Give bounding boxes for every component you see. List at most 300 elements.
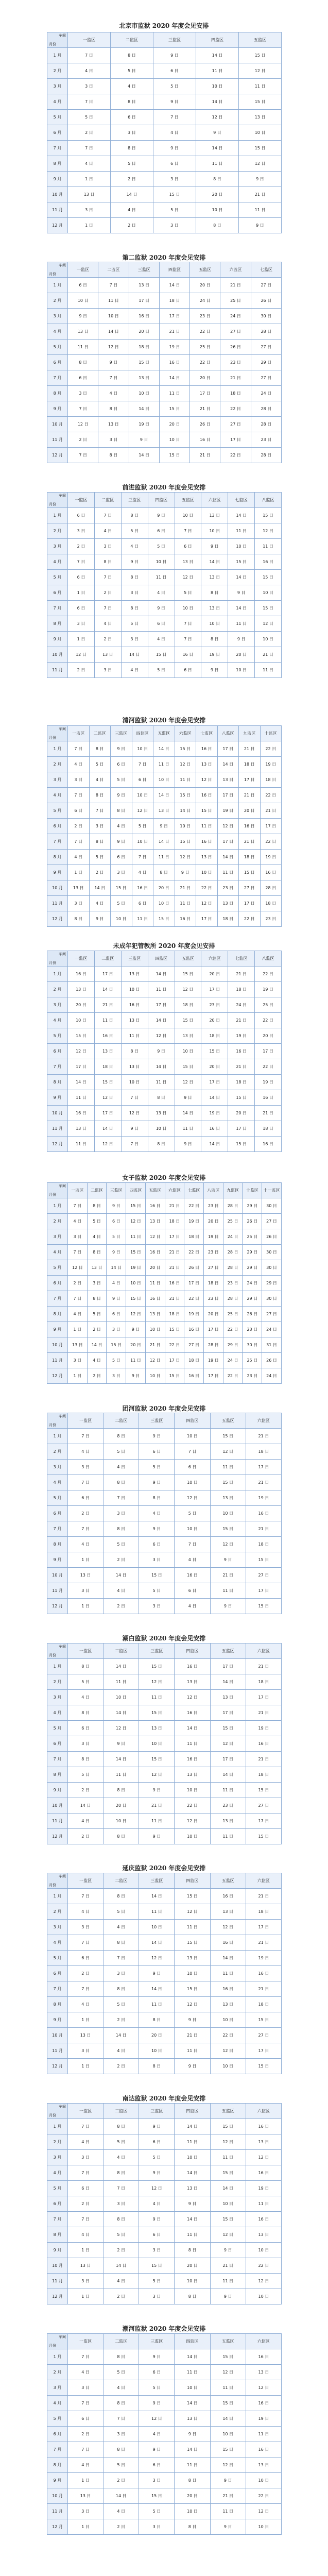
table-row	[47, 539, 282, 554]
date-cell: 14 日	[148, 1013, 175, 1028]
date-cell: 16 日	[68, 1106, 95, 1121]
date-cell: 12 日	[145, 1353, 165, 1368]
date-cell: 19 日	[255, 1075, 282, 1090]
date-cell: 11 日	[239, 202, 282, 218]
date-cell: 10 日	[121, 1075, 148, 1090]
table-row	[47, 370, 282, 386]
date-cell: 10 日	[175, 1783, 210, 1798]
date-cell: 5 日	[139, 1460, 175, 1475]
date-cell: 10 日	[246, 2243, 281, 2258]
date-cell: 2 日	[68, 1829, 103, 1844]
table-row	[47, 1090, 282, 1106]
month-cell: 10 月	[47, 2028, 68, 2043]
date-cell: 13 日	[68, 187, 111, 202]
column-header: 六监区	[246, 1643, 281, 1659]
date-cell: 17 日	[165, 1229, 184, 1245]
date-cell: 10 日	[228, 539, 255, 554]
date-cell: 15 日	[239, 94, 282, 110]
date-cell: 13 日	[121, 1013, 148, 1028]
date-cell: 9 日	[148, 601, 175, 616]
corner-top-label: 车间	[59, 33, 66, 38]
date-cell: 5 日	[111, 156, 153, 172]
month-cell: 10 月	[47, 880, 68, 896]
date-cell: 10 日	[148, 554, 175, 570]
date-cell: 17 日	[246, 1460, 281, 1475]
date-cell: 14 日	[210, 2181, 246, 2196]
date-cell: 1 日	[68, 2519, 103, 2535]
table-row	[47, 523, 282, 539]
date-cell: 4 日	[175, 1552, 210, 1568]
date-cell: 2 日	[103, 2473, 139, 2488]
date-cell: 16 日	[196, 741, 218, 757]
column-header: 五监区	[210, 1413, 246, 1429]
date-cell: 20 日	[201, 1013, 228, 1028]
date-cell: 17 日	[129, 293, 159, 309]
date-cell: 20 日	[190, 278, 220, 293]
date-cell: 15 日	[126, 1198, 146, 1214]
corner-top-label: 车间	[59, 494, 66, 498]
date-cell: 18 日	[159, 293, 189, 309]
date-cell: 14 日	[175, 1721, 210, 1736]
date-cell: 14 日	[148, 1059, 175, 1075]
date-cell: 5 日	[153, 202, 196, 218]
date-cell: 6 日	[139, 1444, 175, 1460]
date-cell: 15 日	[210, 2442, 246, 2458]
date-cell: 21 日	[175, 880, 196, 896]
date-cell: 19 日	[246, 2181, 281, 2196]
date-cell: 10 日	[246, 2519, 281, 2535]
month-cell: 8 月	[47, 850, 68, 865]
date-cell: 9 日	[175, 2427, 210, 2442]
table-row	[47, 1013, 282, 1028]
date-cell: 15 日	[126, 1245, 146, 1260]
date-cell: 22 日	[184, 1245, 204, 1260]
date-cell: 6 日	[111, 850, 132, 865]
column-header: 六监区	[246, 2104, 281, 2119]
date-cell: 8 日	[175, 2289, 210, 2304]
date-cell: 7 日	[175, 632, 201, 647]
date-cell: 15 日	[246, 1552, 281, 1568]
date-cell: 11 日	[210, 1966, 246, 1981]
date-cell: 16 日	[255, 1137, 282, 1152]
date-cell: 17 日	[220, 432, 251, 448]
date-cell: 8 日	[103, 1829, 139, 1844]
date-cell: 12 日	[210, 1736, 246, 1752]
date-cell: 1 日	[68, 2059, 103, 2074]
date-cell: 13 日	[175, 1951, 210, 1966]
schedule-table	[47, 1873, 282, 2074]
date-cell: 4 日	[103, 2043, 139, 2059]
date-cell: 11 日	[210, 1829, 246, 1844]
date-cell: 4 日	[68, 156, 111, 172]
date-cell: 2 日	[103, 1599, 139, 1614]
date-cell: 2 日	[68, 125, 111, 141]
date-cell: 15 日	[210, 2165, 246, 2181]
date-cell: 26 日	[262, 1229, 282, 1245]
month-cell: 7 月	[47, 601, 68, 616]
date-cell: 14 日	[129, 448, 159, 463]
month-cell: 1 月	[47, 1429, 68, 1444]
table-row	[47, 1920, 282, 1935]
month-cell: 8 月	[47, 2458, 68, 2473]
date-cell: 13 日	[129, 278, 159, 293]
date-cell: 7 日	[68, 2396, 103, 2411]
date-cell: 16 日	[175, 647, 201, 663]
date-cell: 10 日	[121, 982, 148, 997]
date-cell: 4 日	[111, 202, 153, 218]
date-cell: 12 日	[196, 772, 218, 788]
header-row	[47, 2104, 282, 2119]
table-row	[47, 880, 282, 896]
date-cell: 12 日	[139, 1951, 175, 1966]
date-cell: 11 日	[148, 982, 175, 997]
date-cell: 5 日	[107, 1229, 126, 1245]
table-row	[47, 1904, 282, 1920]
month-cell: 1 月	[47, 278, 68, 293]
corner-top-label: 车间	[59, 952, 66, 956]
date-cell: 17 日	[217, 834, 239, 850]
date-cell: 14 日	[68, 1075, 95, 1090]
table-row	[47, 1444, 282, 1460]
month-cell: 10 月	[47, 1106, 68, 1121]
table-row	[47, 2043, 282, 2059]
date-cell: 17 日	[204, 1322, 223, 1337]
date-cell: 8 日	[103, 2349, 139, 2365]
date-cell: 6 日	[111, 757, 132, 772]
table-row	[47, 1951, 282, 1966]
column-header: 五监区	[210, 1873, 246, 1889]
date-cell: 15 日	[107, 1337, 126, 1353]
column-header: 二监区	[103, 1643, 139, 1659]
date-cell: 10 日	[196, 79, 239, 94]
date-cell: 2 日	[68, 539, 95, 554]
table-row	[47, 1552, 282, 1568]
date-cell: 5 日	[103, 1537, 139, 1552]
date-cell: 7 日	[68, 554, 95, 570]
table-row	[47, 2488, 282, 2504]
date-cell: 15 日	[111, 880, 132, 896]
table-row	[47, 2411, 282, 2427]
date-cell: 2 日	[111, 218, 153, 233]
date-cell: 16 日	[246, 1966, 281, 1981]
date-cell: 16 日	[246, 2349, 281, 2365]
date-cell: 8 日	[175, 2243, 210, 2258]
date-cell: 14 日	[98, 324, 129, 340]
date-cell: 7 日	[68, 1475, 103, 1490]
table-row	[47, 570, 282, 585]
table-row	[47, 982, 282, 997]
date-cell: 2 日	[68, 2196, 103, 2212]
corner-cell	[47, 493, 68, 508]
date-cell: 8 日	[103, 1521, 139, 1537]
date-cell: 13 日	[145, 1214, 165, 1229]
date-cell: 10 日	[103, 1814, 139, 1829]
date-cell: 10 日	[132, 741, 153, 757]
table-row	[47, 2227, 282, 2243]
date-cell: 11 日	[210, 1783, 246, 1798]
date-cell: 29 日	[243, 1260, 262, 1276]
date-cell: 6 日	[175, 663, 201, 678]
date-cell: 20 日	[204, 1307, 223, 1322]
month-cell: 4 月	[47, 554, 68, 570]
date-cell: 13 日	[153, 803, 175, 819]
date-cell: 11 日	[210, 2150, 246, 2165]
date-cell: 17 日	[148, 997, 175, 1013]
date-cell: 7 日	[68, 1521, 103, 1537]
date-cell: 13 日	[68, 1121, 95, 1137]
table-row	[47, 309, 282, 324]
date-cell: 9 日	[139, 1429, 175, 1444]
date-cell: 7 日	[94, 508, 121, 523]
date-cell: 12 日	[175, 1904, 210, 1920]
column-header: 一监区	[68, 726, 90, 741]
date-cell: 7 日	[132, 850, 153, 865]
date-cell: 14 日	[68, 1798, 103, 1814]
date-cell: 8 日	[68, 1659, 103, 1674]
corner-bottom-label: 月份	[49, 1883, 56, 1887]
date-cell: 8 日	[121, 1044, 148, 1059]
date-cell: 23 日	[260, 911, 282, 927]
date-cell: 10 日	[201, 523, 228, 539]
corner-bottom-label: 月份	[49, 272, 56, 276]
date-cell: 10 日	[153, 772, 175, 788]
date-cell: 8 日	[103, 2165, 139, 2181]
table-row	[47, 202, 282, 218]
date-cell: 24 日	[228, 997, 255, 1013]
table-row	[47, 417, 282, 432]
date-cell: 24 日	[251, 386, 281, 401]
date-cell: 10 日	[210, 2196, 246, 2212]
date-cell: 16 日	[175, 1705, 210, 1721]
date-cell: 8 日	[111, 141, 153, 156]
date-cell: 11 日	[153, 850, 175, 865]
date-cell: 14 日	[175, 2349, 210, 2365]
date-cell: 21 日	[165, 1198, 184, 1214]
date-cell: 11 日	[98, 293, 129, 309]
date-cell: 4 日	[68, 757, 90, 772]
corner-cell	[47, 1183, 68, 1198]
date-cell: 4 日	[68, 1307, 88, 1322]
date-cell: 3 日	[68, 896, 90, 911]
table-row	[47, 772, 282, 788]
date-cell: 20 日	[190, 370, 220, 386]
date-cell: 27 日	[251, 278, 281, 293]
date-cell: 14 日	[175, 1106, 201, 1121]
table-row	[47, 1997, 282, 2012]
table-row	[47, 2212, 282, 2227]
date-cell: 16 日	[210, 1935, 246, 1951]
date-cell: 14 日	[159, 370, 189, 386]
month-cell: 6 月	[47, 585, 68, 601]
month-cell: 3 月	[47, 1229, 68, 1245]
date-cell: 10 日	[196, 865, 218, 880]
date-cell: 21 日	[255, 647, 282, 663]
date-cell: 17 日	[68, 1059, 95, 1075]
date-cell: 14 日	[103, 2028, 139, 2043]
table-row	[47, 1521, 282, 1537]
date-cell: 3 日	[139, 1599, 175, 1614]
section-title: 延庆监狱 2020 年度会见安排	[122, 1865, 206, 1872]
date-cell: 12 日	[175, 1814, 210, 1829]
date-cell: 16 日	[184, 1322, 204, 1337]
date-cell: 10 日	[228, 663, 255, 678]
date-cell: 21 日	[239, 788, 261, 803]
date-cell: 3 日	[68, 1920, 103, 1935]
date-cell: 14 日	[210, 1767, 246, 1783]
date-cell: 18 日	[239, 757, 261, 772]
column-header: 一监区	[68, 32, 111, 48]
date-cell: 6 日	[175, 539, 201, 554]
date-cell: 4 日	[139, 2427, 175, 2442]
date-cell: 13 日	[175, 1674, 210, 1690]
column-header: 二监区	[94, 493, 121, 508]
month-cell: 3 月	[47, 539, 68, 554]
date-cell: 10 日	[175, 2274, 210, 2289]
date-cell: 10 日	[210, 1506, 246, 1521]
date-cell: 18 日	[201, 1028, 228, 1044]
date-cell: 6 日	[68, 1951, 103, 1966]
date-cell: 10 日	[175, 2150, 210, 2165]
date-cell: 12 日	[255, 523, 282, 539]
date-cell: 6 日	[139, 2365, 175, 2380]
date-cell: 4 日	[68, 1444, 103, 1460]
date-cell: 11 日	[175, 2043, 210, 2059]
date-cell: 3 日	[153, 218, 196, 233]
column-header: 六监区	[246, 1873, 281, 1889]
corner-bottom-label: 月份	[49, 1653, 56, 1657]
date-cell: 7 日	[94, 601, 121, 616]
date-cell: 8 日	[196, 218, 239, 233]
date-cell: 10 日	[145, 1322, 165, 1337]
date-cell: 3 日	[68, 1583, 103, 1599]
date-cell: 8 日	[111, 803, 132, 819]
date-cell: 16 日	[210, 1981, 246, 1997]
date-cell: 5 日	[89, 757, 111, 772]
date-cell: 25 日	[190, 340, 220, 355]
date-cell: 7 日	[68, 48, 111, 63]
date-cell: 11 日	[145, 1276, 165, 1291]
month-cell: 5 月	[47, 1028, 68, 1044]
table-row	[47, 819, 282, 834]
date-cell: 11 日	[175, 2458, 210, 2473]
date-cell: 15 日	[246, 1599, 281, 1614]
date-cell: 17 日	[228, 1121, 255, 1137]
date-cell: 26 日	[243, 1214, 262, 1229]
date-cell: 16 日	[210, 1889, 246, 1904]
date-cell: 30 日	[262, 1291, 282, 1307]
header-row	[47, 493, 282, 508]
date-cell: 14 日	[103, 1705, 139, 1721]
date-cell: 15 日	[175, 834, 196, 850]
month-cell: 9 月	[47, 1322, 68, 1337]
date-cell: 11 日	[196, 156, 239, 172]
date-cell: 17 日	[184, 1276, 204, 1291]
date-cell: 21 日	[246, 1659, 281, 1674]
column-header: 五监区	[153, 726, 175, 741]
date-cell: 2 日	[68, 2427, 103, 2442]
month-cell: 12 月	[47, 218, 68, 233]
column-header: 八监区	[255, 951, 282, 967]
date-cell: 5 日	[175, 585, 201, 601]
date-cell: 11 日	[139, 1904, 175, 1920]
column-header: 八监区	[204, 1183, 223, 1198]
date-cell: 10 日	[175, 819, 196, 834]
date-cell: 7 日	[98, 278, 129, 293]
date-cell: 11 日	[126, 1229, 146, 1245]
date-cell: 7 日	[68, 1935, 103, 1951]
date-cell: 13 日	[94, 1044, 121, 1059]
table-row	[47, 865, 282, 880]
date-cell: 12 日	[139, 1767, 175, 1783]
column-header: 四监区	[148, 951, 175, 967]
date-cell: 3 日	[98, 432, 129, 448]
date-cell: 2 日	[68, 1276, 88, 1291]
table-row	[47, 803, 282, 819]
date-cell: 15 日	[246, 1829, 281, 1844]
date-cell: 20 日	[175, 2488, 210, 2504]
table-row	[47, 401, 282, 417]
date-cell: 17 日	[246, 1814, 281, 1829]
date-cell: 14 日	[148, 967, 175, 982]
column-header: 四监区	[175, 1873, 210, 1889]
date-cell: 13 日	[68, 1568, 103, 1583]
date-cell: 16 日	[255, 1090, 282, 1106]
date-cell: 16 日	[246, 1736, 281, 1752]
date-cell: 8 日	[111, 48, 153, 63]
date-cell: 15 日	[139, 2488, 175, 2504]
date-cell: 10 日	[175, 1044, 201, 1059]
date-cell: 25 日	[220, 293, 251, 309]
date-cell: 8 日	[103, 1889, 139, 1904]
date-cell: 9 日	[175, 2196, 210, 2212]
header-row	[47, 951, 282, 967]
date-cell: 20 日	[129, 324, 159, 340]
date-cell: 13 日	[196, 850, 218, 865]
table-row	[47, 1659, 282, 1674]
date-cell: 5 日	[111, 63, 153, 79]
date-cell: 3 日	[153, 172, 196, 187]
table-row	[47, 2289, 282, 2304]
date-cell: 10 日	[175, 1829, 210, 1844]
date-cell: 5 日	[121, 523, 148, 539]
date-cell: 12 日	[255, 616, 282, 632]
date-cell: 11 日	[175, 1121, 201, 1137]
date-cell: 21 日	[165, 1245, 184, 1260]
date-cell: 11 日	[228, 523, 255, 539]
date-cell: 25 日	[223, 1214, 243, 1229]
date-cell: 12 日	[196, 896, 218, 911]
date-cell: 15 日	[175, 788, 196, 803]
table-row	[47, 2442, 282, 2458]
date-cell: 8 日	[94, 554, 121, 570]
section-title: 潮白监狱 2020 年度会见安排	[122, 1635, 206, 1642]
date-cell: 9 日	[201, 539, 228, 554]
date-cell: 7 日	[103, 1951, 139, 1966]
date-cell: 12 日	[210, 1537, 246, 1552]
date-cell: 17 日	[201, 982, 228, 997]
date-cell: 17 日	[190, 386, 220, 401]
month-cell: 10 月	[47, 187, 68, 202]
date-cell: 22 日	[223, 1368, 243, 1384]
date-cell: 25 日	[243, 1353, 262, 1368]
date-cell: 15 日	[239, 48, 282, 63]
month-cell: 11 月	[47, 1814, 68, 1829]
date-cell: 15 日	[153, 187, 196, 202]
corner-cell	[47, 1413, 68, 1429]
month-cell: 7 月	[47, 2212, 68, 2227]
date-cell: 22 日	[196, 880, 218, 896]
table-row	[47, 508, 282, 523]
